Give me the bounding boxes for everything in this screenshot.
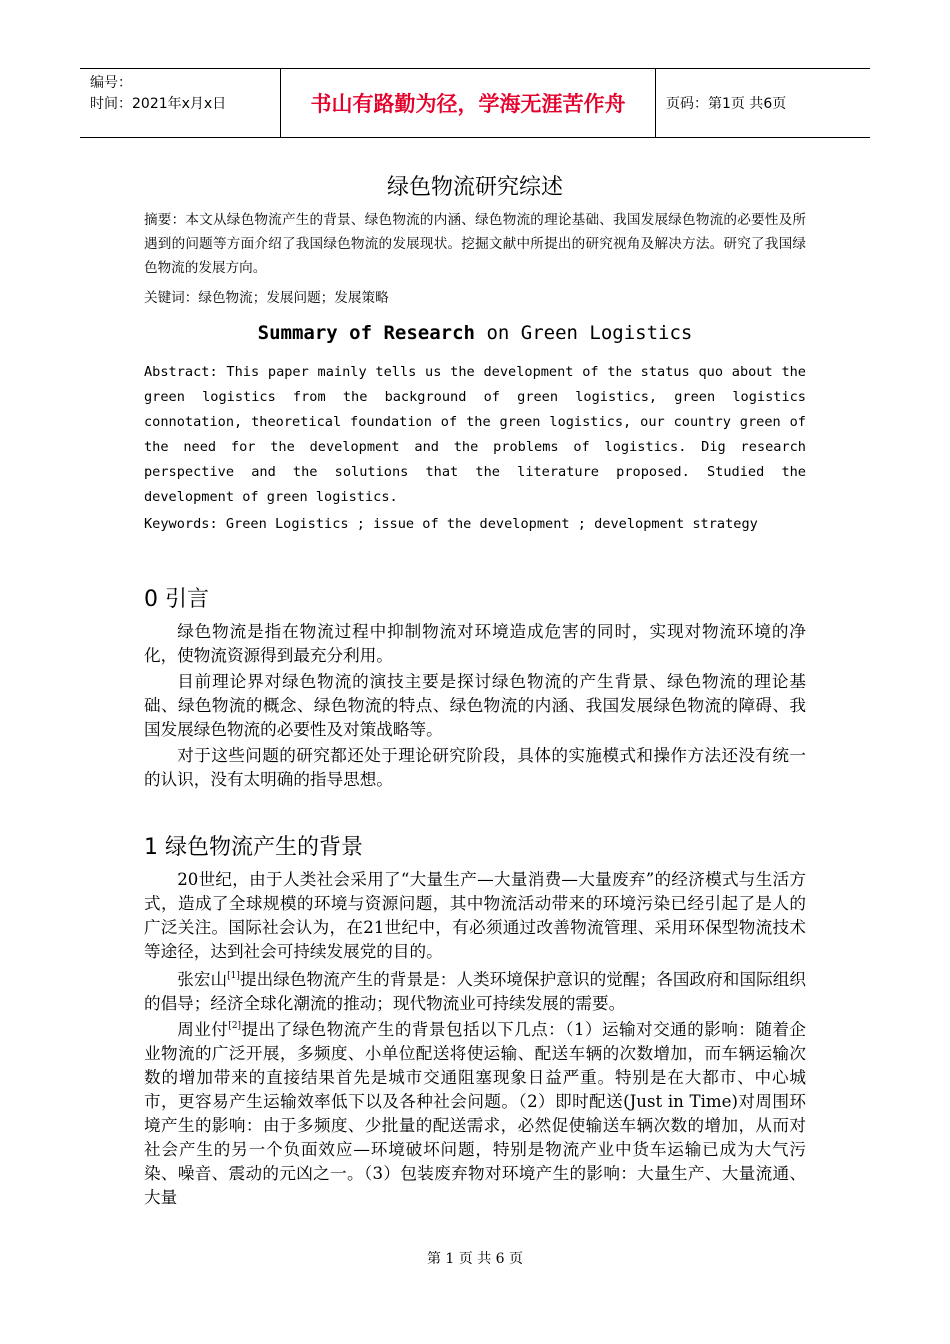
keywords-en: Keywords: Green Logistics ; issue of the development ; development strategy: [144, 516, 758, 532]
section-0-heading: 0 引言: [144, 587, 209, 612]
code-label: 编号：: [90, 75, 132, 91]
document-title: 绿色物流研究综述: [386, 175, 563, 200]
section-1-paragraph-2: [144, 968, 806, 1016]
header-page-info: 页码：第1页 共6页: [666, 96, 787, 112]
header-motto: 书山有路勤为径，学海无涯苦作舟: [280, 69, 656, 137]
paragraph-2-text: 提出绿色物流产生的背景是：人类环境保护意识的觉醒；各国政府和国际组织的倡导；经济全球化潮流的推动；现代物流业可持续发展的需要。: [144, 970, 807, 1013]
section-1-heading: 1 绿色物流产生的背景: [144, 835, 363, 860]
english-title-bold: Summary of Research: [257, 322, 475, 344]
section-0-paragraph-1: 绿色物流是指在物流过程中抑制物流对环境造成危害的同时，实现对物流环境的净化，使物流资源得到最充分利用。: [144, 622, 806, 665]
header-meta: [80, 69, 280, 137]
keywords-cn: 关键词：绿色物流；发展问题；发展策略: [144, 290, 389, 306]
citation-1: [1]: [227, 971, 240, 981]
page-header: [80, 68, 870, 138]
author-zhou: 周业付: [177, 1020, 229, 1039]
author-zhang: 张宏山: [177, 970, 228, 989]
abstract-en: Abstract: This paper mainly tells us the development of the status quo about the green logistics from the background of green logistics, green logistics connotation, theoretical foundation of the green logistics, our country green of the need for the development and the problems of logistics. Dig research perspective and the solutions that the literature proposed. Studied the development of green logistics.: [144, 364, 806, 505]
section-0-paragraph-3: 对于这些问题的研究都还处于理论研究阶段，具体的实施模式和操作方法还没有统一的认识，没有太明确的指导思想。: [144, 746, 806, 789]
paragraph-3-text: 提出了绿色物流产生的背景包括以下几点：（1）运输对交通的影响：随着企业物流的广泛开展，多频度、小单位配送将使运输、配送车辆的次数增加，而车辆运输次数的增加带来的直接结果首先是城市交通阻塞现象日益严重。特别是在大都市、中心城市，更容易产生运输效率低下以及各种社会问题。（2）即时配送(Just in Time)对周围环境产生的影响：由于多频度、少批量的配送需求，必然促使输送车辆次数的增加，从而对社会产生的另一个负面效应—环境破坏问题，特别是物流产业中货车运输已成为大气污染、噪音、震动的元凶之一。（3）包装废弃物对环境产生的影响：大量生产、大量流通、大量: [144, 1020, 807, 1207]
section-1-paragraph-1: 20世纪，由于人类社会采用了“大量生产—大量消费—大量废弃”的经济模式与生活方式，造成了全球规模的环境与资源问题，其中物流活动带来的环境污染已经引起了是人的广泛关注。国际社会认为，在21世纪中，有必须通过改善物流管理、采用环保型物流技术等途径，达到社会可持续发展党的目的。: [144, 870, 806, 961]
abstract-cn: 摘要：本文从绿色物流产生的背景、绿色物流的内涵、绿色物流的理论基础、我国发展绿色物流的必要性及所遇到的问题等方面介绍了我国绿色物流的发展现状。挖掘文献中所提出的研究视角及解决方法。研究了我国绿色物流的发展方向。: [144, 212, 806, 276]
citation-2: [2]: [228, 1021, 242, 1031]
section-0-paragraph-2: 目前理论界对绿色物流的演技主要是探讨绿色物流的产生背景、绿色物流的理论基础、绿色物流的概念、绿色物流的特点、绿色物流的内涵、我国发展绿色物流的障碍、我国发展绿色物流的必要性及对策战略等。: [144, 672, 806, 739]
english-title-normal: on Green Logistics: [475, 322, 693, 344]
page-footer: 第 1 页 共 6 页: [426, 1251, 524, 1267]
section-1-paragraph-3: [144, 1018, 806, 1210]
date-label: 时间：2021年x月x日: [90, 96, 227, 112]
english-title: [0, 322, 950, 344]
